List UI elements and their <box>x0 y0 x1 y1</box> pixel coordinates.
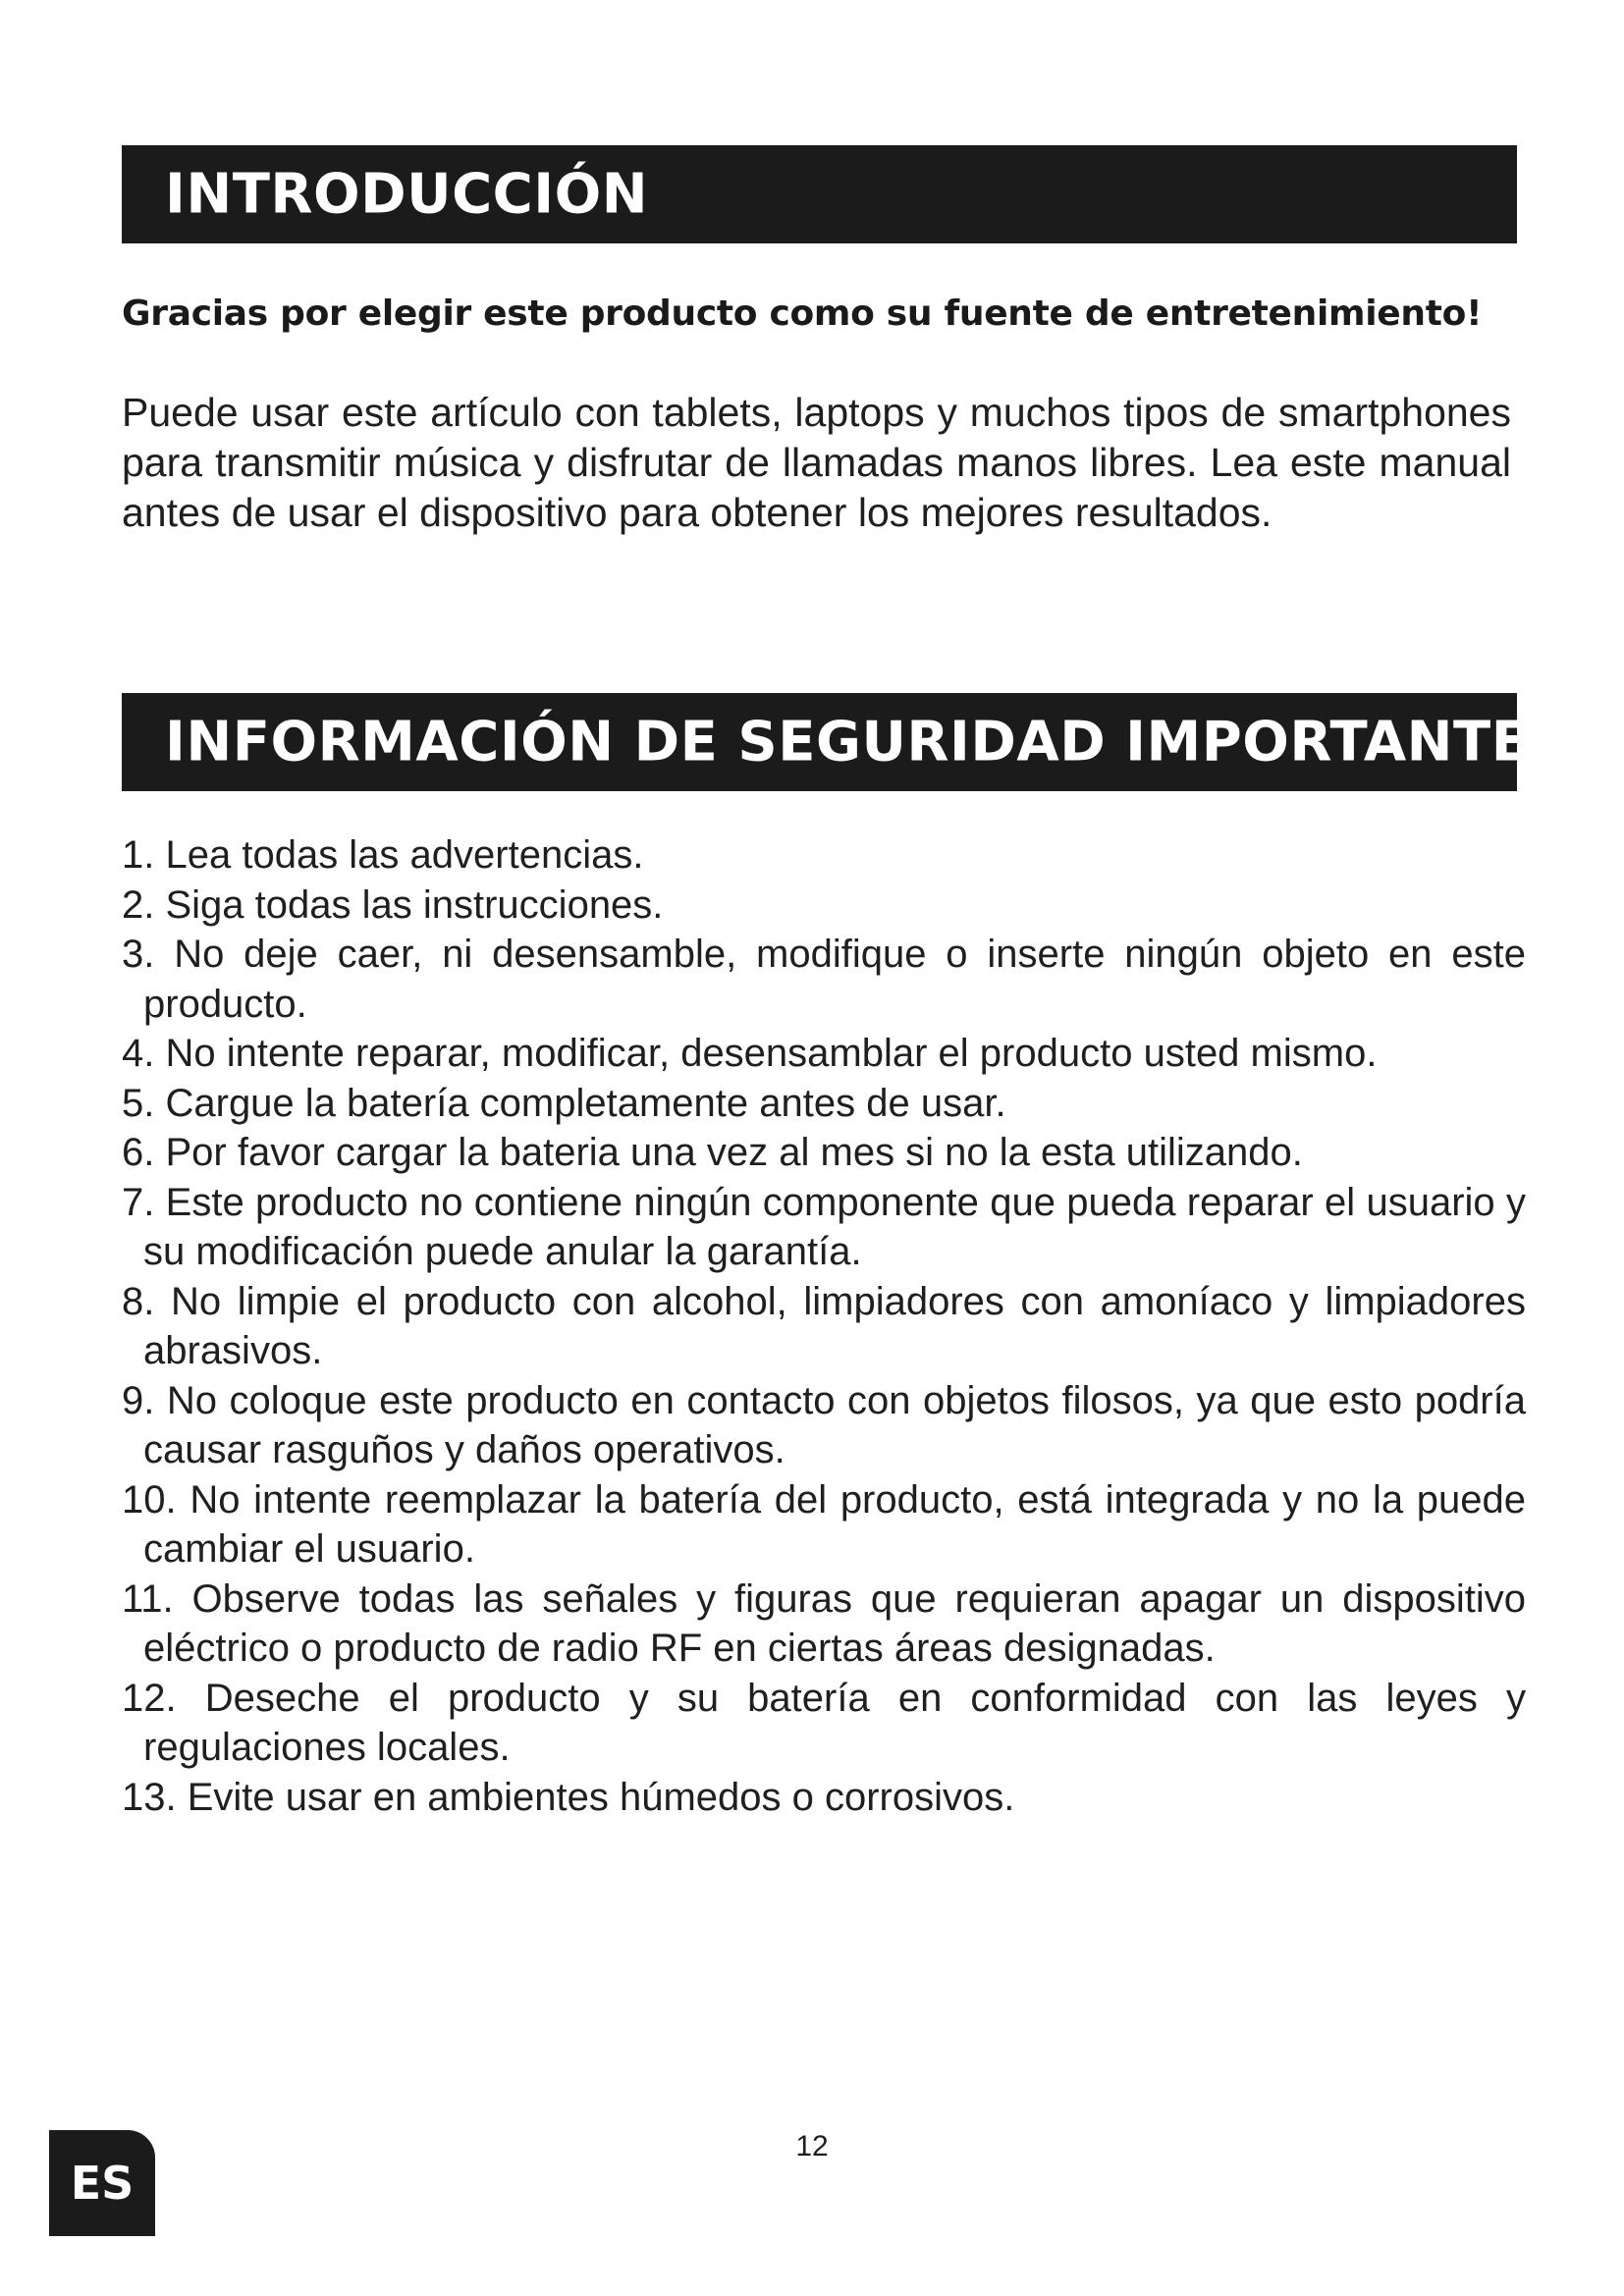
safety-item-text: Observe todas las señales y figuras que requieran apagar un dispositivo eléctrico o producto de radio RF en ciertas áreas designadas. <box>143 1576 1526 1670</box>
language-tab <box>49 2130 155 2236</box>
safety-item-number: 4. <box>122 1032 155 1075</box>
intro-paragraph: Puede usar este artículo con tablets, laptops y muchos tipos de smartphones para transmitir música y disfrutar de llamadas manos libres. Lea este manual antes de usar el dispositivo para obtener los mejores resultados. <box>122 390 1511 535</box>
safety-item-number: 5. <box>122 1081 155 1125</box>
safety-item <box>122 930 1526 1029</box>
safety-item-text: Lea todas las advertencias. <box>165 833 644 877</box>
safety-item-text: No intente reparar, modificar, desensamblar el producto usted mismo. <box>165 1032 1378 1075</box>
safety-item-number: 2. <box>122 882 155 927</box>
intro-section-title: INTRODUCCIÓN <box>165 162 649 227</box>
safety-item-number: 9. <box>122 1378 155 1422</box>
page-number: 12 <box>795 2130 829 2163</box>
safety-item-number: 12. <box>122 1676 177 1720</box>
safety-item <box>122 1674 1526 1773</box>
safety-item-text: Siga todas las instrucciones. <box>165 882 664 927</box>
safety-item <box>122 1277 1526 1376</box>
safety-item-number: 6. <box>122 1131 155 1174</box>
safety-section-title: INFORMACIÓN DE SEGURIDAD IMPORTANTE <box>165 710 1530 774</box>
safety-item <box>122 1178 1526 1277</box>
safety-item-text: Por favor cargar la bateria una vez al mes si no la esta utilizando. <box>165 1131 1303 1174</box>
safety-item-text: No limpie el producto con alcohol, limpiadores con amoníaco y limpiadores abrasivos. <box>143 1279 1526 1372</box>
safety-item <box>122 1575 1526 1674</box>
safety-item-number: 11. <box>122 1576 174 1621</box>
safety-section-header <box>122 693 1530 791</box>
intro-section-header <box>122 145 1517 243</box>
safety-item-text: No coloque este producto en contacto con objetos filosos, ya que esto podría causar rasguños y daños operativos. <box>143 1378 1526 1471</box>
safety-item-text: Evite usar en ambientes húmedos o corrosivos. <box>187 1775 1015 1819</box>
safety-item-text: Este producto no contiene ningún componente que pueda reparar el usuario y su modificación puede anular la garantía. <box>143 1180 1526 1273</box>
safety-item <box>122 830 1526 881</box>
language-tab-label: ES <box>70 2157 135 2210</box>
safety-item <box>122 1128 1526 1178</box>
intro-lead-sentence: Gracias por elegir este producto como su fuente de entretenimiento! <box>122 294 1483 334</box>
safety-item-number: 8. <box>122 1279 155 1323</box>
safety-item-text: Cargue la batería completamente antes de usar. <box>165 1081 1006 1125</box>
safety-item <box>122 1376 1526 1475</box>
safety-instructions-list <box>122 830 1526 1822</box>
safety-item-text: No intente reemplazar la batería del producto, está integrada y no la puede cambiar el usuario. <box>143 1477 1526 1571</box>
safety-item-text: No deje caer, ni desensamble, modifique o inserte ningún objeto en este producto. <box>143 933 1526 1026</box>
safety-item <box>122 1773 1526 1823</box>
safety-item-number: 7. <box>122 1180 155 1224</box>
safety-item-number: 3. <box>122 933 155 976</box>
safety-item-number: 1. <box>122 833 155 877</box>
safety-item <box>122 1029 1526 1079</box>
safety-item <box>122 1079 1526 1129</box>
safety-item <box>122 1475 1526 1575</box>
safety-item <box>122 881 1526 931</box>
safety-item-number: 10. <box>122 1477 177 1522</box>
safety-item-text: Deseche el producto y su batería en conformidad con las leyes y regulaciones locales. <box>143 1676 1526 1769</box>
safety-item-number: 13. <box>122 1775 177 1819</box>
